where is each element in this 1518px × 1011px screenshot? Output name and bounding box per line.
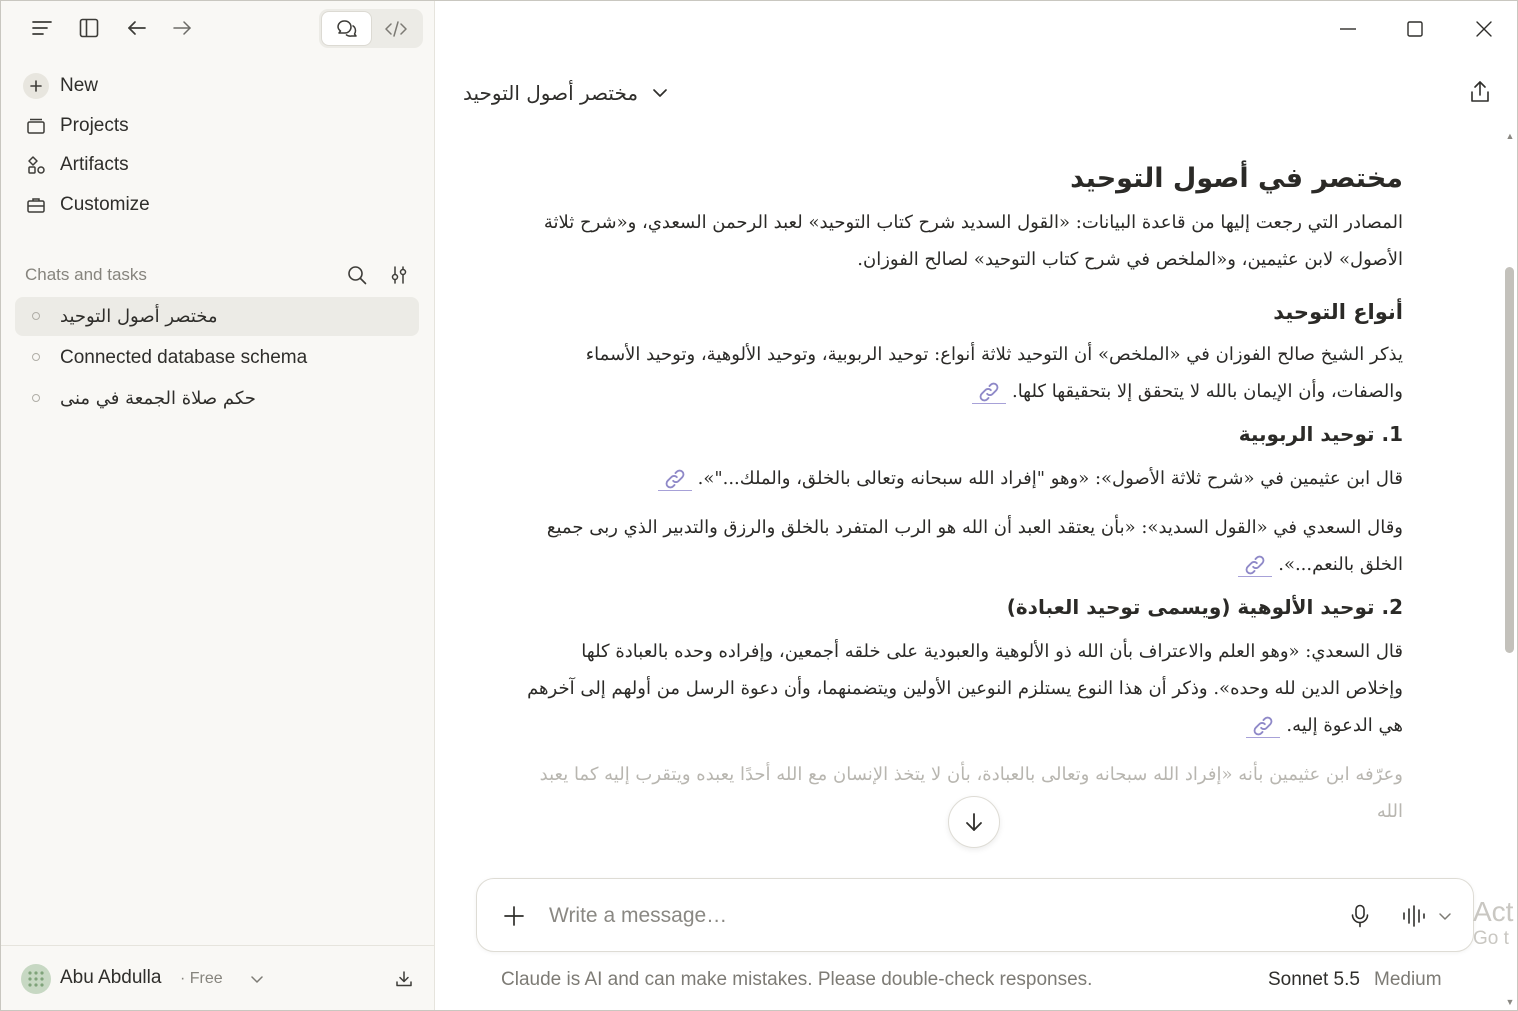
new-plus-wrap (23, 73, 49, 99)
subsection-paragraph (525, 633, 1403, 744)
menu-icon (32, 20, 52, 36)
scroll-to-bottom-button[interactable] (948, 796, 1000, 848)
code-icon (385, 21, 407, 37)
maximize-button[interactable] (1397, 13, 1433, 45)
microphone-icon (1351, 904, 1369, 928)
paragraph-text: قال السعدي: «وهو العلم والاعتراف بأن الله ذو الألوهية والعبودية على خلقه أجمعين، وإفراده وحده بالعبادة كلها وإخلاص الدين لله وحده». وذكر أن هذا النوع يستلزم النوعين الأولين ويتضمنهما، وأن دعوة الرسل من أولهم إلى آخرهم هي الدعوة إليه. (527, 641, 1403, 736)
plus-icon (504, 906, 524, 926)
voice-mode-button[interactable] (1399, 901, 1429, 931)
chat-title: مختصر أصول التوحيد (463, 81, 639, 105)
response-content (525, 151, 1403, 876)
link-icon (1251, 715, 1275, 737)
paragraph-text: قال ابن عثيمين في «شرح ثلاثة الأصول»: «وهو "إفراد الله سبحانه وتعالى بالخلق، والملك..."». (697, 468, 1403, 489)
section-paragraph (525, 336, 1403, 410)
watermark-line1: Act (1473, 896, 1514, 927)
section-title-chats: Chats and tasks (25, 265, 147, 284)
search-icon (347, 265, 367, 285)
arrow-down-icon (965, 812, 983, 832)
doc-intro: المصادر التي رجعت إليها من قاعدة البيانات: «القول السديد شرح كتاب التوحيد» لعبد الرحمن السعدي، و«شرح ثلاثة الأصول» لابن عثيمين، و«الملخص في شرح كتاب التوحيد» لصالح الفوزان. (543, 212, 1403, 270)
new-chat-button[interactable] (23, 70, 98, 102)
citation-link[interactable] (1238, 553, 1272, 577)
message-input[interactable] (549, 897, 1309, 935)
folder-icon (23, 113, 49, 139)
avatar-pattern-icon (27, 970, 45, 988)
attach-button[interactable] (499, 901, 529, 931)
filter-chats-button[interactable] (387, 263, 411, 287)
main-panel (435, 1, 1518, 1011)
chevron-down-icon (250, 974, 264, 984)
chat-item-label: مختصر أصول التوحيد (60, 306, 218, 327)
download-icon (395, 970, 413, 988)
avatar[interactable] (21, 964, 51, 994)
chat-item-label: Connected database schema (60, 346, 308, 368)
model-selector[interactable]: Sonnet 5.5 (1268, 969, 1360, 990)
artifacts-icon (23, 152, 49, 178)
link-icon (663, 468, 687, 490)
account-bar (1, 945, 434, 1011)
subsection-paragraph (525, 509, 1403, 583)
nav-label-artifacts: Artifacts (60, 154, 129, 175)
disclaimer-text: Claude is AI and can make mistakes. Please double-check responses. (501, 969, 1093, 990)
doc-title: مختصر في أصول التوحيد (1070, 163, 1403, 194)
nav-label-projects: Projects (60, 115, 129, 136)
arrow-right-icon (172, 20, 192, 36)
citation-link[interactable] (972, 380, 1006, 404)
sidebar (1, 1, 435, 1011)
voice-options-dropdown[interactable] (1432, 901, 1458, 931)
nav-artifacts[interactable] (23, 149, 129, 181)
subsection-heading: 2. توحيد الألوهية (ويسمى توحيد العبادة) (1006, 595, 1403, 619)
chat-item[interactable] (15, 379, 419, 418)
briefcase-icon (23, 192, 49, 218)
mode-toggle (319, 9, 423, 48)
user-plan: · Free (180, 970, 223, 987)
nav-customize[interactable] (23, 189, 150, 221)
subsection-paragraph (525, 460, 1403, 497)
dictation-button[interactable] (1345, 901, 1375, 931)
close-window-button[interactable] (1466, 13, 1502, 45)
arrow-left-icon (127, 20, 147, 36)
user-name[interactable]: Abu Abdulla (60, 967, 162, 988)
scroll-down-arrow[interactable]: ▼ (1505, 997, 1515, 1007)
minimize-button[interactable] (1330, 13, 1366, 45)
message-composer (476, 878, 1474, 952)
chat-status-dot (32, 394, 40, 402)
scroll-up-arrow[interactable]: ▲ (1505, 131, 1515, 141)
nav-label-new: New (60, 75, 99, 96)
download-button[interactable] (391, 966, 417, 992)
effort-selector[interactable]: Medium (1374, 969, 1442, 990)
sliders-icon (389, 265, 409, 285)
menu-button[interactable] (25, 11, 59, 45)
paragraph-text: وقال السعدي في «القول السديد»: «بأن يعتقد العبد أن الله هو الرب المتفرد بالخلق والرزق والتدبير الذي ربى جميع الخلق بالنعم...». (546, 517, 1403, 575)
chat-title-dropdown[interactable] (463, 79, 668, 107)
plus-icon (23, 73, 49, 99)
account-menu-button[interactable] (244, 966, 270, 992)
chevron-down-icon (1438, 911, 1452, 921)
chat-status-dot (32, 312, 40, 320)
share-icon (1469, 80, 1491, 104)
watermark-line2: Go t (1473, 928, 1509, 950)
chat-item-label: حكم صلاة الجمعة في منى (60, 388, 256, 409)
paragraph-text: يذكر الشيخ صالح الفوزان في «الملخص» أن التوحيد ثلاثة أنواع: توحيد الربوبية، وتوحيد الألوهية، وتوحيد الأسماء والصفات، وأن الإيمان بالله لا يتحقق إلا بتحقيقها كلها. (585, 344, 1403, 402)
citation-link[interactable] (658, 467, 692, 491)
scrollbar-thumb[interactable] (1505, 267, 1514, 653)
chat-item[interactable] (15, 297, 419, 336)
activation-watermark (1473, 896, 1513, 950)
chevron-down-icon (652, 88, 668, 98)
sidebar-icon (79, 18, 99, 38)
share-button[interactable] (1465, 77, 1495, 107)
back-button[interactable] (120, 11, 154, 45)
link-icon (1243, 554, 1267, 576)
link-icon (977, 381, 1001, 403)
citation-link[interactable] (1246, 714, 1280, 738)
subsection-paragraph-faded: وعرّفه ابن عثيمين بأنه «إفراد الله سبحانه وتعالى بالعبادة، بأن لا يتخذ الإنسان مع الله أحدًا يعبده ويتقرب إليه كما يعبد الله (539, 764, 1403, 822)
code-mode-button[interactable] (371, 12, 420, 45)
close-icon (1476, 21, 1492, 37)
section-heading: أنواع التوحيد (1273, 300, 1403, 324)
forward-button[interactable] (165, 11, 199, 45)
nav-projects[interactable] (23, 110, 129, 142)
toggle-sidebar-button[interactable] (72, 11, 106, 45)
subsection-heading: 1. توحيد الربوبية (1238, 422, 1403, 446)
chat-item[interactable] (15, 338, 419, 377)
waveform-icon (1401, 905, 1427, 927)
maximize-icon (1407, 21, 1423, 37)
chat-status-dot (32, 353, 40, 361)
minimize-icon (1340, 28, 1356, 30)
nav-label-customize: Customize (60, 194, 150, 215)
chat-bubbles-icon (336, 19, 358, 39)
search-chats-button[interactable] (345, 263, 369, 287)
chat-mode-button[interactable] (322, 12, 371, 45)
